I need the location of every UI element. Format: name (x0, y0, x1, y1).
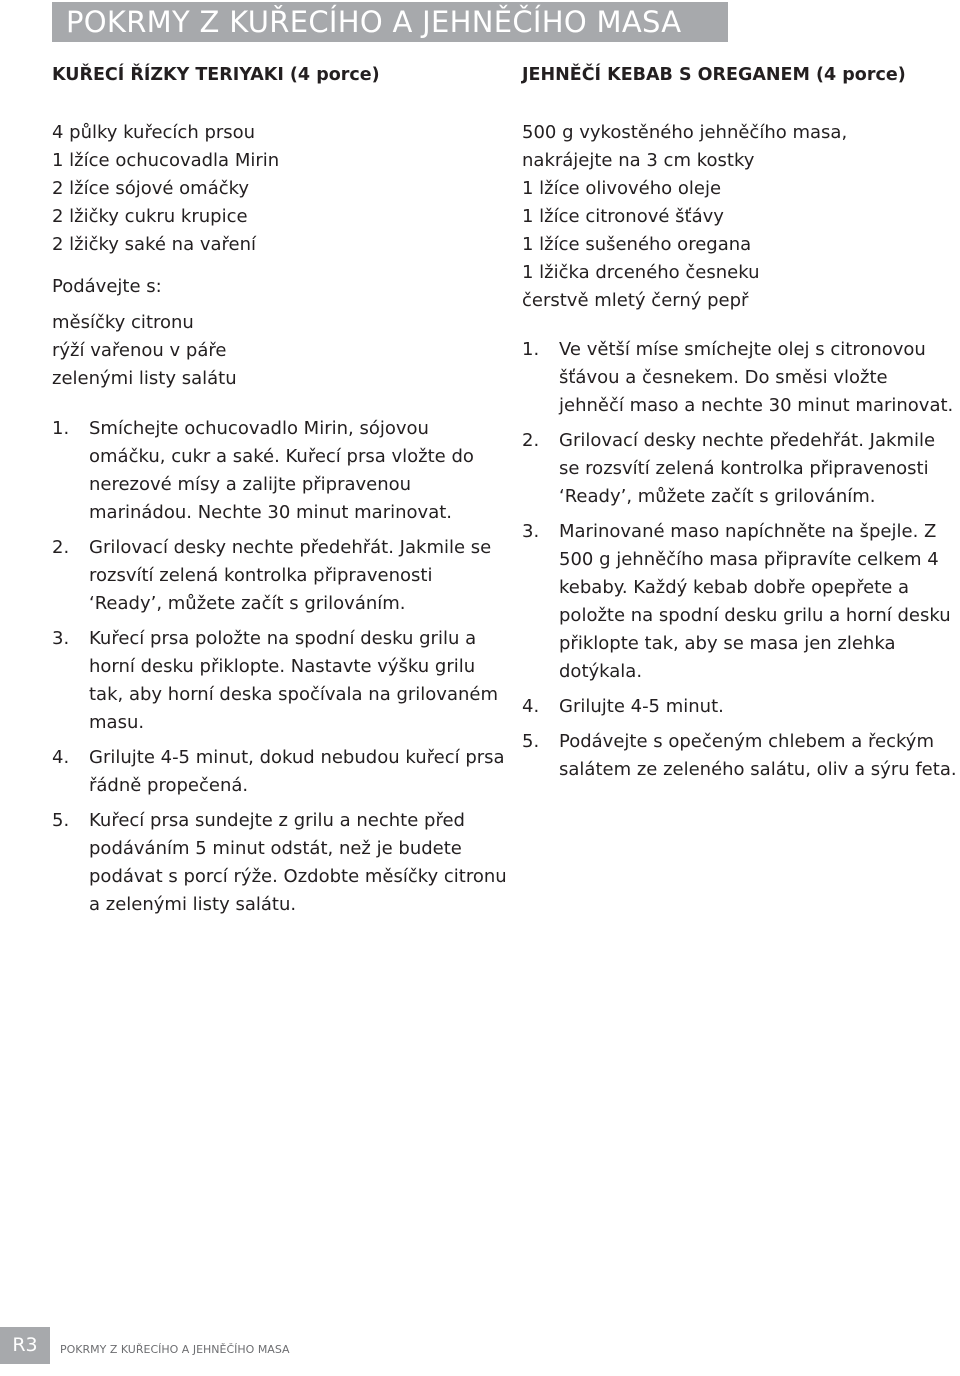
step-item (52, 625, 507, 737)
step-list (52, 415, 507, 919)
step-item (52, 534, 507, 618)
page-number: R3 (12, 1334, 38, 1356)
step-list (522, 336, 958, 784)
step-item (522, 693, 958, 721)
ingredient-item: 4 půlky kuřecích prsou (52, 122, 256, 143)
step-item (522, 518, 958, 686)
step-number: 1. (522, 339, 540, 360)
page-title: POKRMY Z KUŘECÍHO A JEHNĚČÍHO MASA (66, 5, 682, 39)
serve-item: rýží vařenou v páře (52, 340, 227, 361)
step-item (52, 807, 507, 919)
step-item (52, 744, 507, 800)
step-number: 3. (52, 628, 70, 649)
step-text: Ve větší míse smíchejte olej s citronovou šťávou a česnekem. Do směsi vložte jehněčí maso a nechte 30 minut marinovat. (559, 339, 954, 416)
step-number: 4. (522, 696, 540, 717)
step-item (522, 336, 958, 420)
recipe-lamb-kebab (522, 62, 958, 791)
ingredient-item: 1 lžíce citronové šťávy (522, 206, 724, 227)
step-text: Grilujte 4-5 minut. (559, 696, 724, 717)
serve-with-list (52, 309, 507, 393)
step-text: Podávejte s opečeným chlebem a řeckým salátem ze zeleného salátu, oliv a sýru feta. (559, 731, 957, 780)
recipe-title: JEHNĚČÍ KEBAB S OREGANEM (4 porce) (522, 65, 906, 85)
step-text: Marinované maso napíchněte na špejle. Z 500 g jehněčího masa připravíte celkem 4 kebaby. Každý kebab dobře opepřete a položte na spodní desku grilu a horní desku přiklopte tak, aby se masa jen zlehka dotýkala. (559, 521, 951, 682)
serve-with-label: Podávejte s: (52, 276, 162, 297)
step-item (522, 427, 958, 511)
step-item (52, 415, 507, 527)
step-number: 5. (522, 731, 540, 752)
ingredient-item: čerstvě mletý černý pepř (522, 290, 749, 311)
ingredient-item: 2 lžíce sójové omáčky (52, 178, 250, 199)
step-text: Grilovací desky nechte předehřát. Jakmile se rozsvítí zelená kontrolka připravenosti ‘Ready’, můžete začít s grilováním. (89, 537, 492, 614)
ingredient-list (522, 119, 958, 315)
serve-item: měsíčky citronu (52, 312, 194, 333)
ingredient-item: 1 lžička drceného česneku (522, 262, 760, 283)
ingredient-item: 500 g vykostěného jehněčího masa, (522, 122, 848, 143)
step-number: 2. (52, 537, 70, 558)
recipe-chicken-teriyaki (52, 62, 507, 926)
step-text: Grilujte 4-5 minut, dokud nebudou kuřecí prsa řádně propečená. (89, 747, 505, 796)
step-text: Kuřecí prsa položte na spodní desku grilu a horní desku přiklopte. Nastavte výšku grilu tak, aby horní deska spočívala na grilovaném masu. (89, 628, 499, 733)
step-number: 2. (522, 430, 540, 451)
step-text: Kuřecí prsa sundejte z grilu a nechte před podáváním 5 minut odstát, než je budete podávat s porcí rýže. Ozdobte měsíčky citronu a zelenými listy salátu. (89, 810, 507, 915)
ingredient-item: 1 lžíce olivového oleje (522, 178, 722, 199)
step-text: Smíchejte ochucovadlo Mirin, sójovou omáčku, cukr a saké. Kuřecí prsa vložte do nerezové mísy a zalijte připravenou marinádou. Nechte 30 minut marinovat. (89, 418, 474, 523)
footer-section-label: POKRMY Z KUŘECÍHO A JEHNĚČÍHO MASA (60, 1343, 290, 1356)
step-text: Grilovací desky nechte předehřát. Jakmile se rozsvítí zelená kontrolka připravenosti ‘Ready’, můžete začít s grilováním. (559, 430, 936, 507)
ingredient-item: 1 lžíce ochucovadla Mirin (52, 150, 280, 171)
ingredient-item: 2 lžičky cukru krupice (52, 206, 248, 227)
step-number: 4. (52, 747, 70, 768)
ingredient-list (52, 119, 507, 259)
serve-item: zelenými listy salátu (52, 368, 237, 389)
step-item (522, 728, 958, 784)
recipe-title: KUŘECÍ ŘÍZKY TERIYAKI (4 porce) (52, 65, 380, 85)
step-number: 1. (52, 418, 70, 439)
ingredient-item: 1 lžíce sušeného oregana (522, 234, 752, 255)
ingredient-item: 2 lžičky saké na vaření (52, 234, 256, 255)
step-number: 3. (522, 521, 540, 542)
step-number: 5. (52, 810, 70, 831)
section-banner (52, 2, 728, 42)
ingredient-item: nakrájejte na 3 cm kostky (522, 150, 755, 171)
